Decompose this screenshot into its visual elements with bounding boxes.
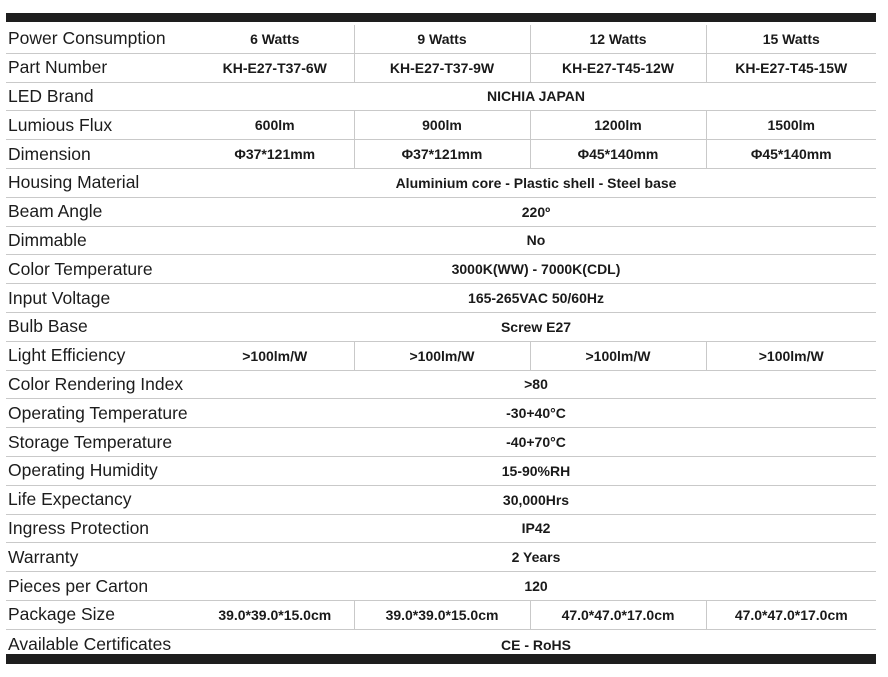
spec-value: >100lm/W — [530, 341, 706, 370]
spec-row — [6, 140, 876, 169]
spec-value: 15 Watts — [706, 25, 876, 53]
spec-label: Color Temperature — [6, 255, 196, 284]
spec-value: 12 Watts — [530, 25, 706, 53]
spec-label: Lumious Flux — [6, 111, 196, 140]
spec-label: Beam Angle — [6, 197, 196, 226]
spec-label: Storage Temperature — [6, 428, 196, 457]
spec-value: 120 — [196, 572, 876, 601]
spec-row — [6, 399, 876, 428]
spec-row — [6, 197, 876, 226]
spec-value: Φ45*140mm — [530, 140, 706, 169]
spec-value: 47.0*47.0*17.0cm — [706, 600, 876, 629]
spec-row — [6, 82, 876, 111]
spec-row — [6, 370, 876, 399]
spec-value: 9 Watts — [354, 25, 530, 53]
spec-value: 3000K(WW) - 7000K(CDL) — [196, 255, 876, 284]
spec-row — [6, 572, 876, 601]
spec-value: Φ45*140mm — [706, 140, 876, 169]
spec-value: IP42 — [196, 514, 876, 543]
spec-row — [6, 312, 876, 341]
spec-value: Φ37*121mm — [196, 140, 354, 169]
spec-row — [6, 53, 876, 82]
spec-row — [6, 428, 876, 457]
spec-row — [6, 456, 876, 485]
spec-label: Pieces per Carton — [6, 572, 196, 601]
spec-row — [6, 341, 876, 370]
spec-value: >100lm/W — [354, 341, 530, 370]
spec-row — [6, 485, 876, 514]
spec-value: Aluminium core - Plastic shell - Steel base — [196, 168, 876, 197]
spec-value: 165-265VAC 50/60Hz — [196, 284, 876, 313]
spec-label: Light Efficiency — [6, 341, 196, 370]
spec-value: KH-E27-T37-6W — [196, 53, 354, 82]
spec-label: Color Rendering Index — [6, 370, 196, 399]
spec-label: Operating Temperature — [6, 399, 196, 428]
spec-value: 39.0*39.0*15.0cm — [196, 600, 354, 629]
spec-value: 6 Watts — [196, 25, 354, 53]
spec-label: Warranty — [6, 543, 196, 572]
spec-row — [6, 226, 876, 255]
spec-value: 600lm — [196, 111, 354, 140]
spec-label: Package Size — [6, 600, 196, 629]
spec-table-body — [6, 25, 876, 660]
spec-value: KH-E27-T45-12W — [530, 53, 706, 82]
spec-row — [6, 514, 876, 543]
spec-label: Life Expectancy — [6, 485, 196, 514]
top-divider-bar — [6, 13, 876, 22]
spec-row — [6, 168, 876, 197]
spec-value: NICHIA JAPAN — [196, 82, 876, 111]
spec-value: Screw E27 — [196, 312, 876, 341]
spec-value: KH-E27-T37-9W — [354, 53, 530, 82]
spec-row — [6, 284, 876, 313]
spec-value: >100lm/W — [196, 341, 354, 370]
spec-label: Ingress Protection — [6, 514, 196, 543]
spec-label: Part Number — [6, 53, 196, 82]
spec-label: Dimmable — [6, 226, 196, 255]
spec-row — [6, 255, 876, 284]
spec-value: -30+40°C — [196, 399, 876, 428]
spec-value: 220º — [196, 197, 876, 226]
spec-table — [6, 25, 876, 660]
spec-label: Power Consumption — [6, 25, 196, 53]
spec-value: >80 — [196, 370, 876, 399]
spec-row — [6, 543, 876, 572]
spec-row — [6, 111, 876, 140]
spec-value: 900lm — [354, 111, 530, 140]
spec-value: 1200lm — [530, 111, 706, 140]
spec-value: 2 Years — [196, 543, 876, 572]
spec-label: Housing Material — [6, 168, 196, 197]
spec-label: Available Certificates — [8, 634, 172, 655]
spec-row — [6, 600, 876, 629]
spec-label: Operating Humidity — [6, 456, 196, 485]
spec-row — [6, 25, 876, 53]
spec-label: LED Brand — [6, 82, 196, 111]
spec-label: Input Voltage — [6, 284, 196, 313]
spec-value: 30,000Hrs — [196, 485, 876, 514]
spec-value: -40+70°C — [196, 428, 876, 457]
spec-value: No — [196, 226, 876, 255]
spec-label: Bulb Base — [6, 312, 196, 341]
bottom-divider-bar — [6, 654, 876, 664]
spec-value: CE - RoHS — [501, 636, 571, 653]
spec-value: 1500lm — [706, 111, 876, 140]
spec-value: KH-E27-T45-15W — [706, 53, 876, 82]
spec-value: Φ37*121mm — [354, 140, 530, 169]
spec-label: Dimension — [6, 140, 196, 169]
spec-value: 15-90%RH — [196, 456, 876, 485]
spec-value: 47.0*47.0*17.0cm — [530, 600, 706, 629]
spec-value: >100lm/W — [706, 341, 876, 370]
spec-value: 39.0*39.0*15.0cm — [354, 600, 530, 629]
